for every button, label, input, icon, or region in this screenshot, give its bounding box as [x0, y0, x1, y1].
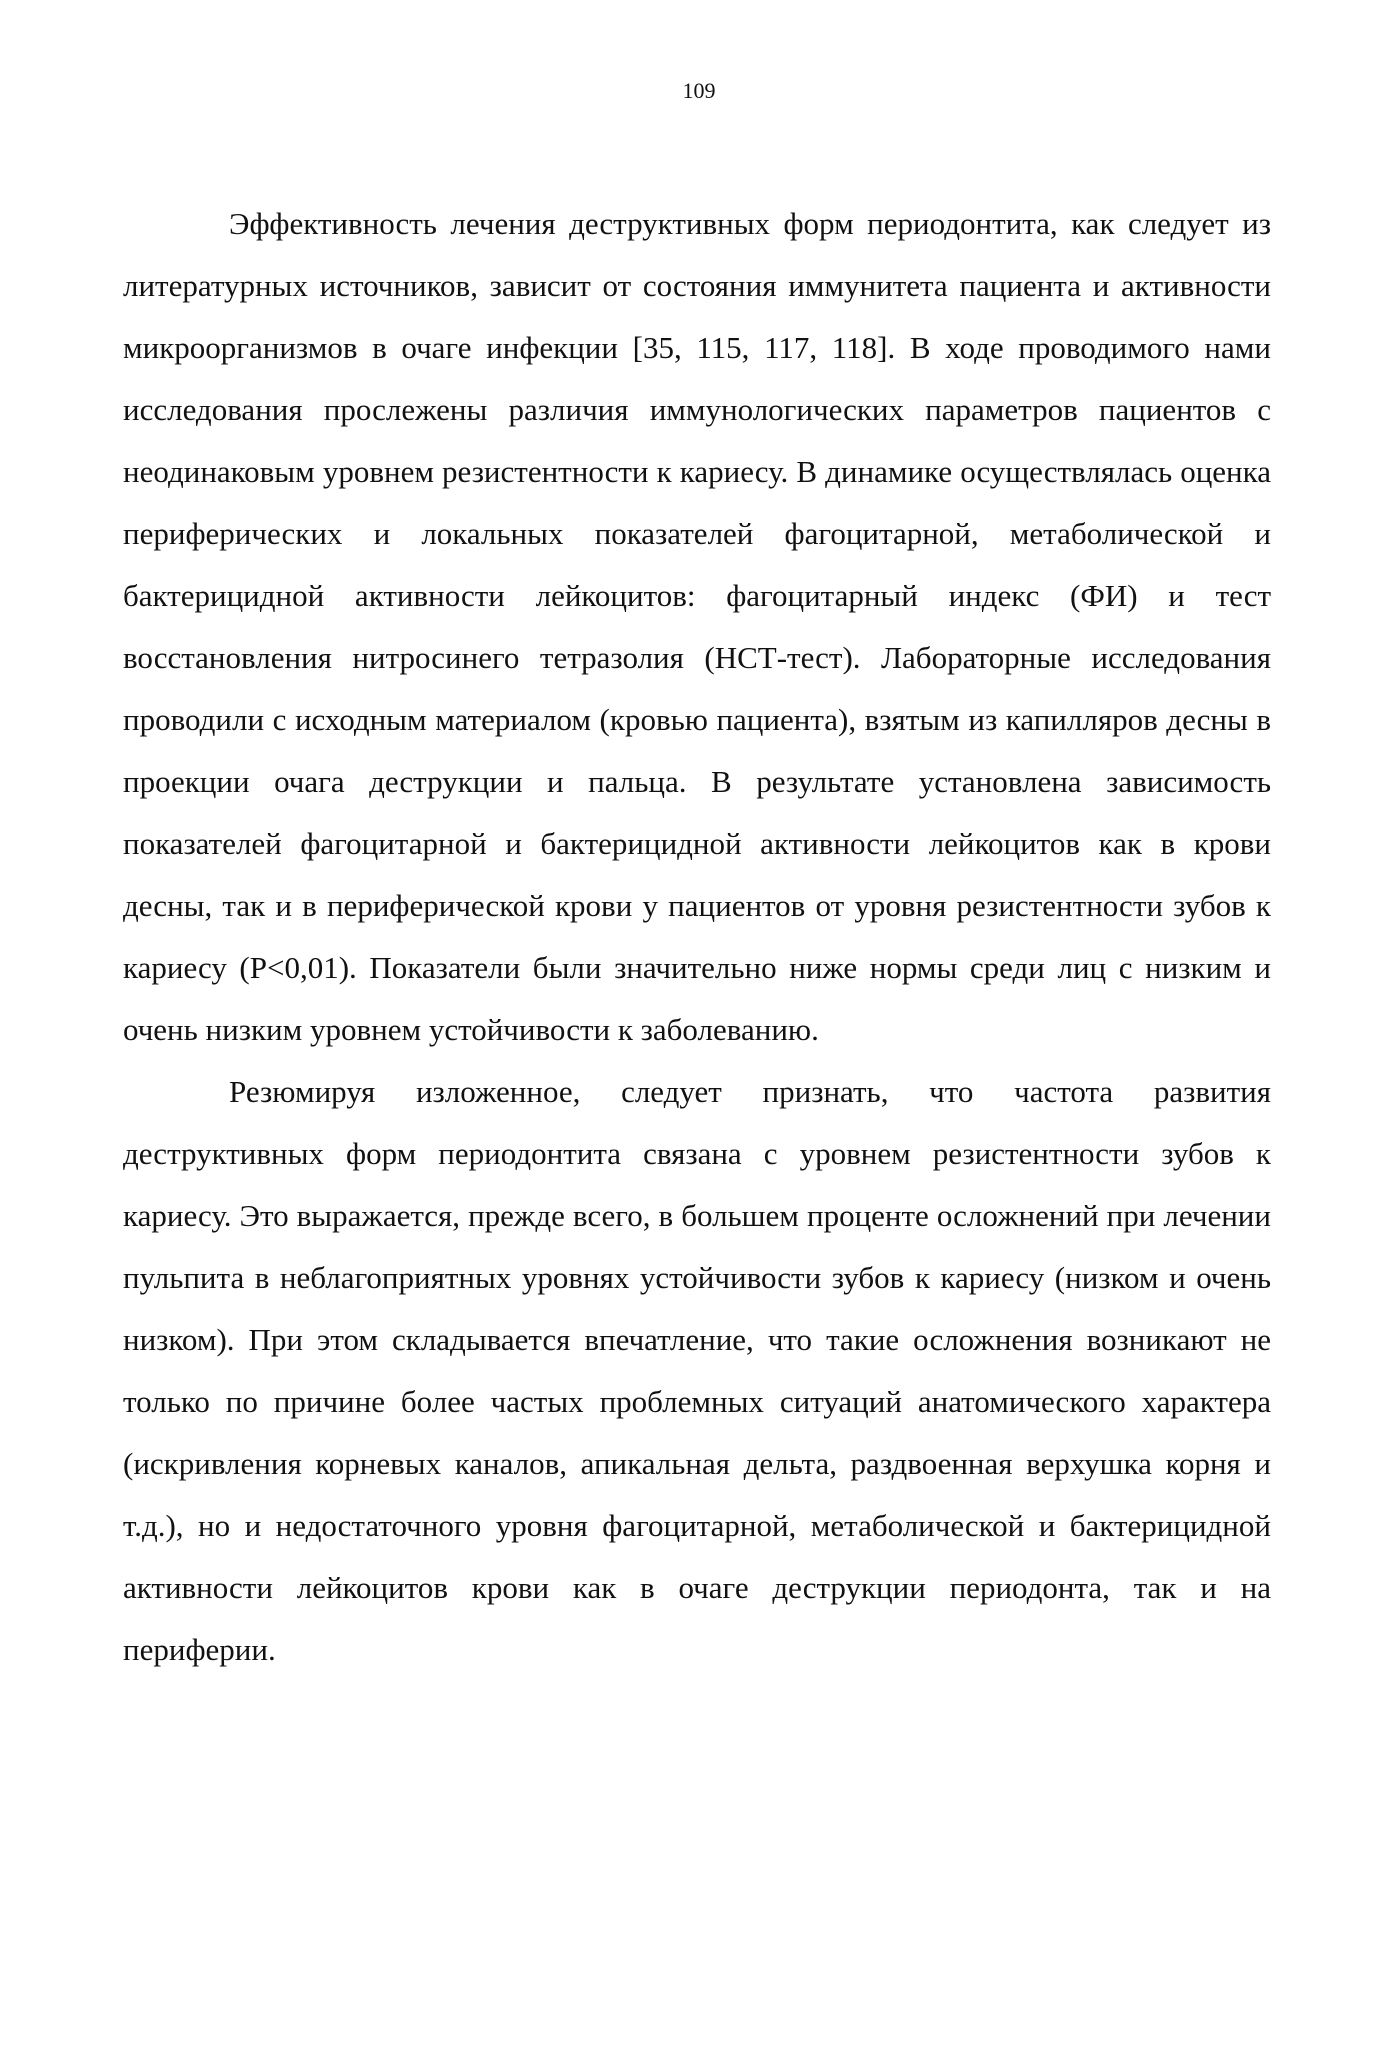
- paragraph-summary: Резюмируя изложенное, следует признать, что частота развития деструктивных форм периодонтита связана с уровнем резистентности зубов к кариесу. Это выражается, прежде всего, в большем проценте осложнений при лечении пульпита в неблагоприятных уровнях устойчивости зубов к кариесу (низком и очень низком). При этом складывается впечатление, что такие осложнения возникают не только по причине более частых проблемных ситуаций анатомического характера (искривления корневых каналов, апикальная дельта, раздвоенная верхушка корня и т.д.), но и недостаточного уровня фагоцитарной, метаболической и бактерицидной активности лейкоцитов крови как в очаге деструкции периодонта, так и на периферии.: [123, 1074, 1271, 1667]
- page-number: 109: [682, 78, 716, 103]
- paragraph-immunity-findings: Эффективность лечения деструктивных форм периодонтита, как следует из литературных источников, зависит от состояния иммунитета пациента и активности микроорганизмов в очаге инфекции [35, 115, 117, 118]. В ходе проводимого нами исследования прослежены различия иммунологических параметров пациентов с неодинаковым уровнем резистентности к кариесу. В динамике осуществлялась оценка периферических и локальных показателей фагоцитарной, метаболической и бактерицидной активности лейкоцитов: фагоцитарный индекс (ФИ) и тест восстановления нитросинего тетразолия (НСТ-тест). Лабораторные исследования проводили с исходным материалом (кровью пациента), взятым из капилляров десны в проекции очага деструкции и пальца. В результате установлена зависимость показателей фагоцитарной и бактерицидной активности лейкоцитов как в крови десны, так и в периферической крови у пациентов от уровня резистентности зубов к кариесу (Р<0,01). Показатели были значительно ниже нормы среди лиц с низким и очень низким уровнем устойчивости к заболеванию.: [123, 206, 1271, 1047]
- text-body: [123, 193, 1271, 1681]
